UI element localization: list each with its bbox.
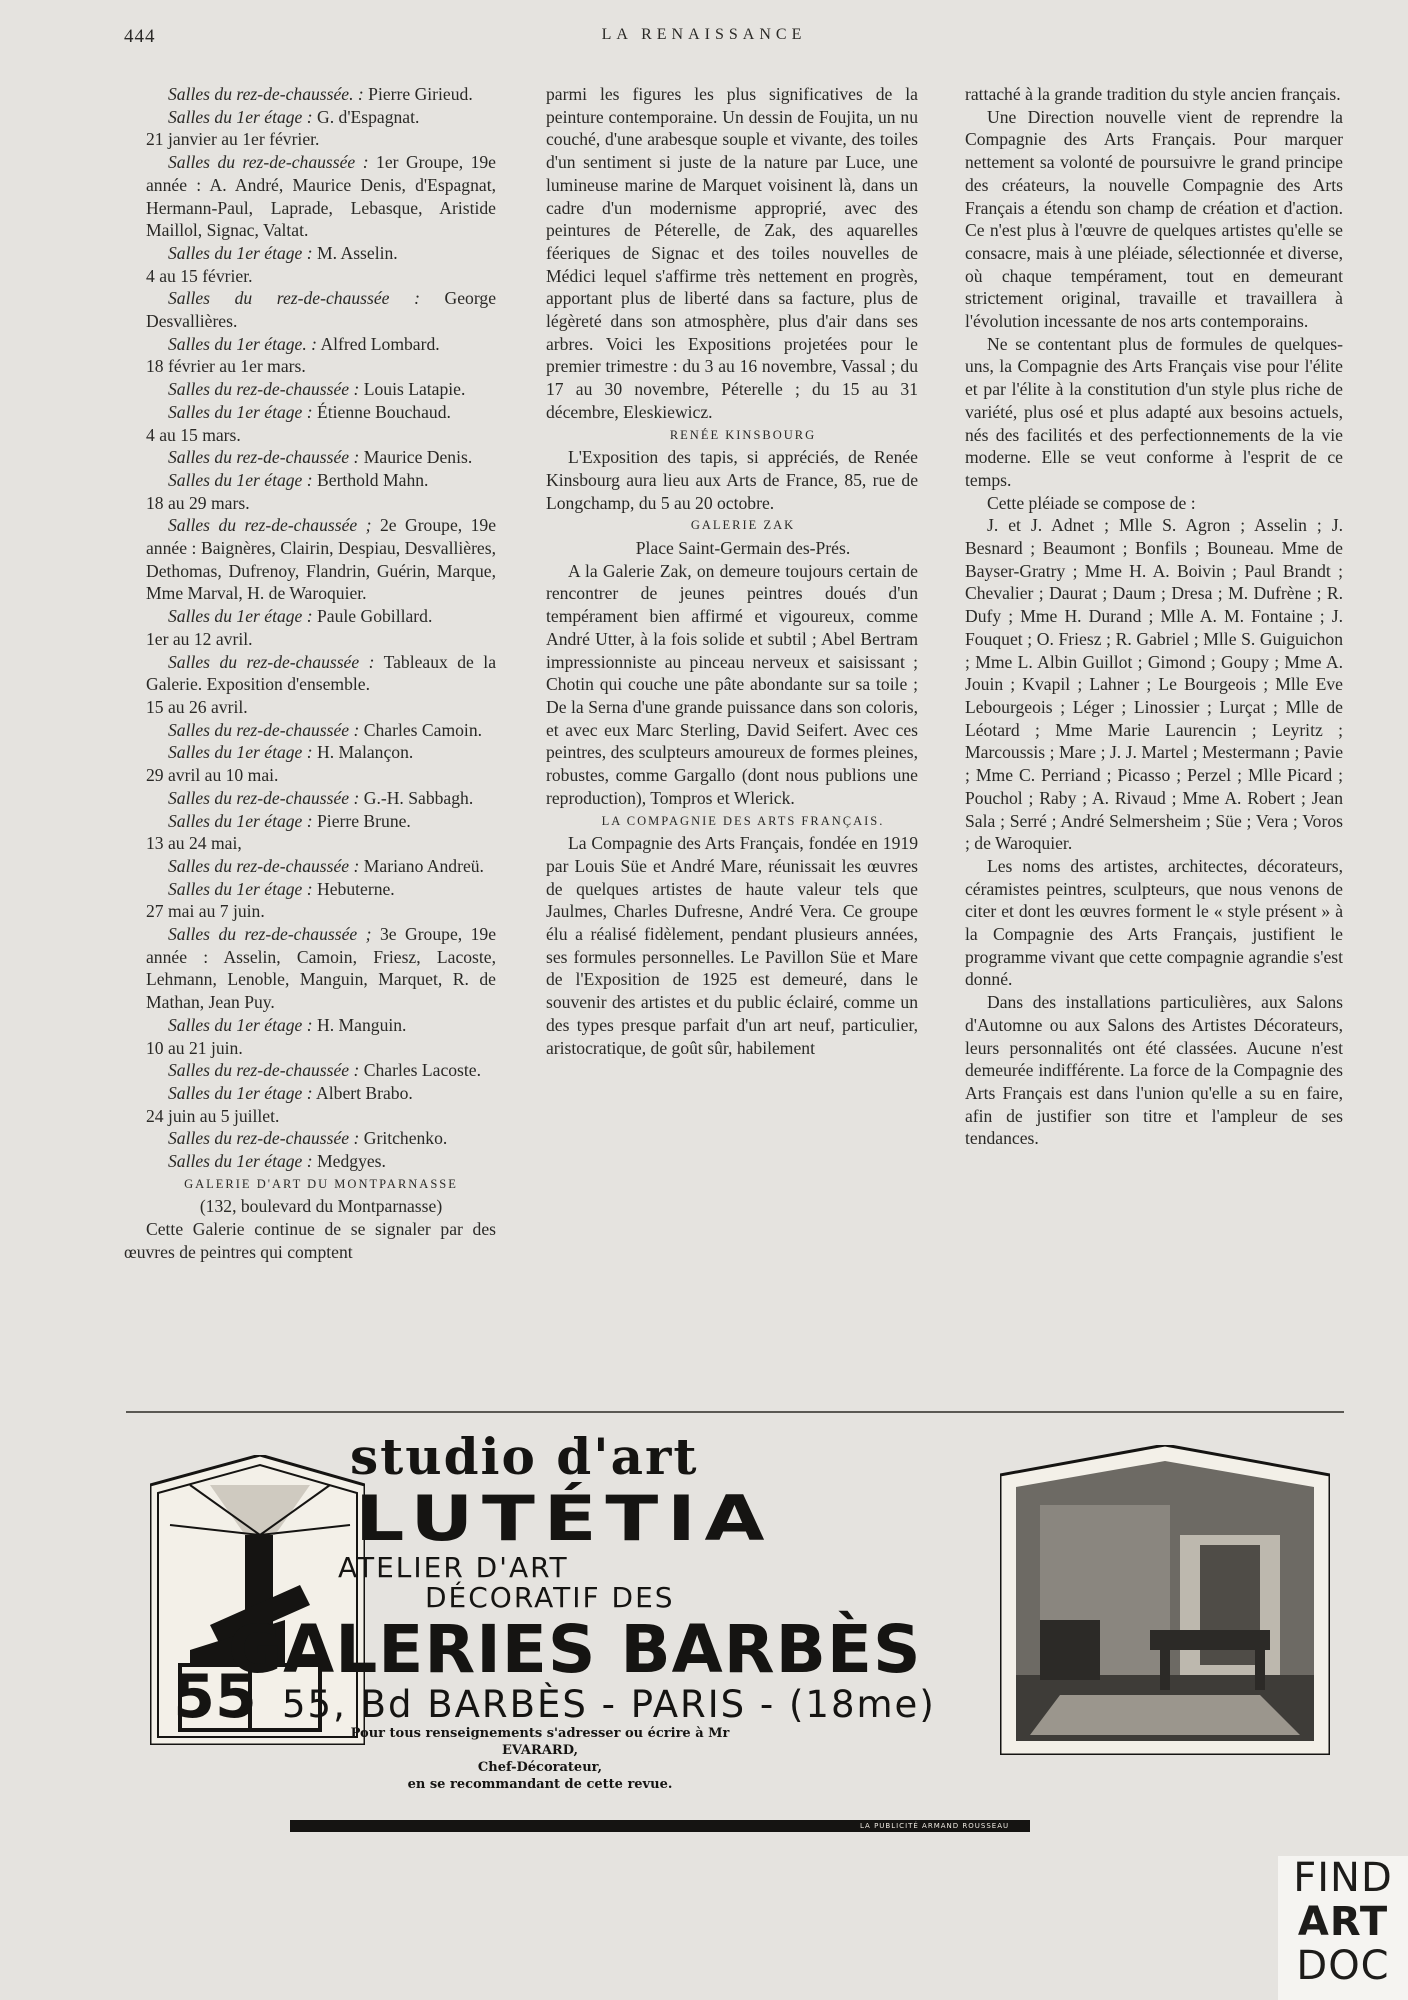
paragraph: Les noms des artistes, architectes, décorateurs, céramistes peintres, sculpteurs, que nous venons de citer et dont les œuvres forment le « style présent » à la Compagnie des Arts Français, justifient le programme vivant que cette compagnie agrandie s'est donné.: [965, 855, 1343, 990]
schedule-entry: [124, 1150, 496, 1173]
schedule-entry: [124, 1127, 496, 1150]
entry-artist: H. Manguin.: [312, 1014, 407, 1035]
entry-location: Salles du 1er étage :: [168, 1082, 313, 1103]
ad-lutetia-line: LUTÉTIA: [355, 1482, 774, 1555]
entry-location: Salles du rez-de-chaussée :: [168, 787, 360, 808]
entry-artist: Mariano Andreü.: [359, 855, 484, 876]
entry-artist: Charles Camoin.: [359, 719, 483, 740]
entry-artist: Gritchenko.: [359, 1128, 448, 1149]
entry-location: Salles du rez-de-chaussée ;: [168, 924, 372, 945]
advertisement-top-rule: [126, 1411, 1344, 1413]
page-number: 444: [124, 26, 156, 47]
entry-artist: Pierre Girieud.: [363, 84, 473, 104]
paragraph: rattaché à la grande tradition du style ancien français.: [965, 84, 1341, 104]
entry-artist: 3e Groupe, 19e année : Asselin, Camoin, Friesz, Lacoste, Lehmann, Lenoble, Manguin, Marquet, R. de Mathan, Jean Puy.: [146, 924, 496, 1013]
schedule-entry: [124, 287, 496, 332]
entry-artist: Paule Gobillard.: [312, 606, 433, 627]
paragraph: A la Galerie Zak, on demeure toujours certain de rencontrer de jeunes peintres doués d'un tempérament bien affirmé et vigoureux, comme André Utter, à la fois solide et subtil ; Abel Bertram impressionniste au pinceau nerveux et saisissant ; Chotin qui couche une pâte abondante sur sa toile ; De la Serna d'une grande puissance dans son coloris, et avec eux Marc Sterling, David Seifert. Avec ces peintres, des sculpteurs amoureux de formes pleines, robustes, comme Gargallo (dont nous publions une reproduction), Tompros et Wlerick.: [546, 560, 918, 808]
schedule-date: 27 mai au 7 juin.: [146, 901, 265, 922]
schedule-entry: [124, 401, 496, 424]
entry-artist: G. d'Espagnat.: [312, 106, 420, 127]
findartdoc-logo: [1278, 1856, 1408, 2000]
schedule-date: 21 janvier au 1er février.: [146, 129, 320, 150]
column-1: [124, 83, 496, 1388]
schedule-entry: [124, 469, 496, 492]
ad-contact-line-1: Pour tous renseignements s'adresser ou écrire à Mr EVARARD,: [350, 1726, 730, 1758]
schedule-date: 4 au 15 mars.: [146, 424, 241, 445]
logo-line-3: DOC: [1296, 1943, 1390, 1989]
ad-base-bar: [290, 1820, 1030, 1832]
schedule-date: 18 au 29 mars.: [146, 492, 250, 513]
schedule-entry: [124, 855, 496, 878]
schedule-entry: [124, 446, 496, 469]
section-heading: GALERIE ZAK: [690, 518, 796, 533]
entry-artist: Pierre Brune.: [312, 810, 411, 831]
schedule-date: 29 avril au 10 mai.: [146, 765, 279, 786]
schedule-entry: [124, 242, 496, 265]
entry-artist: Medgyes.: [312, 1151, 386, 1172]
schedule-entry: [124, 651, 496, 696]
entry-location: Salles du rez-de-chaussée :: [168, 1060, 360, 1081]
entry-location: Salles du 1er étage :: [168, 242, 313, 263]
logo-line-1: FIND: [1293, 1855, 1393, 1901]
running-title: LA RENAISSANCE: [601, 26, 807, 43]
paragraph: J. et J. Adnet ; Mlle S. Agron ; Asselin ; J. Besnard ; Beaumont ; Bonfils ; Bouneau. Mme de Bayser-Gratry ; Mme H. A. Boivin ; Paul Brandt ; Chevalier ; Daurat ; Daum ; Dresa ; M. Dufrène ; R. Dufy ; Mme H. Durand ; Mlle A. M. Fontaine ; J. Fouquet ; O. Friesz ; R. Gabriel ; Mlle S. Guiguichon ; Mme L. Albin Guillot ; Gimond ; Goupy ; Mme A. Jouin ; Kvapil ; Lahner ; Le Bourgeois ; Mlle Eve Lebourgeois ; Léger ; Linossier ; Lurçat ; Mlle de Léotard ; Mme Marie Laurencin ; Leyritz ; Marcoussis ; Mare ; J. J. Martel ; Mestermann ; Pavie ; Mme C. Perriand ; Picasso ; Perzel ; Mlle Picard ; Pouchol ; Raby ; A. Rivaud ; Mme A. Robert ; Jean Sala ; Serré ; André Selmersheim ; Süe ; Vera ; Voros ; de Waroquier.: [965, 515, 1343, 854]
ad-contact-line-2: Chef-Décorateur,: [477, 1760, 603, 1775]
entry-artist: Louis Latapie.: [359, 379, 466, 400]
section-heading: RENÉE KINSBOURG: [669, 427, 817, 442]
schedule-date: 15 au 26 avril.: [146, 696, 248, 717]
ad-address-line: 55, Bd BARBÈS - PARIS - (18me): [282, 1683, 936, 1726]
entry-artist: H. Malançon.: [312, 742, 414, 763]
entry-artist: 1er Groupe, 19e année : A. André, Maurice Denis, d'Espagnat, Hermann-Paul, Laprade, Lebasque, Aristide Maillol, Signac, Valtat.: [146, 152, 496, 241]
entry-location: Salles du 1er étage :: [168, 106, 313, 127]
entry-location: Salles du 1er étage :: [168, 469, 313, 490]
entry-location: Salles du rez-de-chaussée :: [168, 447, 360, 468]
paragraph: Ne se contentant plus de formules de quelques-uns, la Compagnie des Arts Français vise pour l'élite et par l'élite à la constitution d'un style plus riche de variété, plus osé et plus adapté aux besoins actuels, nés des facilités et des perfectionnements de la vie moderne. Elle se veut conforme à l'esprit de ce temps.: [965, 333, 1343, 490]
entry-location: Salles du rez-de-chaussée :: [168, 855, 360, 876]
entry-artist: G.-H. Sabbagh.: [359, 787, 474, 808]
page-header: [0, 0, 1408, 60]
schedule-entry: [124, 1059, 496, 1082]
schedule-entry: [124, 787, 496, 810]
entry-location: Salles du rez-de-chaussée :: [168, 288, 420, 309]
entry-location: Salles du rez-de-chaussée :: [168, 651, 375, 672]
paragraph: L'Exposition des tapis, si appréciés, de Renée Kinsbourg aura lieu aux Arts de France, 85, rue de Longchamp, du 5 au 20 octobre.: [546, 447, 918, 513]
section-heading: GALERIE D'ART DU MONTPARNASSE: [184, 1176, 458, 1191]
schedule-entry: [124, 514, 496, 605]
entry-location: Salles du rez-de-chaussée. :: [168, 84, 364, 104]
schedule-date: 24 juin au 5 juillet.: [146, 1105, 280, 1126]
schedule-entry: [124, 810, 496, 833]
schedule-date: 13 au 24 mai,: [146, 833, 242, 854]
section-subheading: Place Saint-Germain des-Prés.: [635, 538, 851, 559]
entry-artist: Berthold Mahn.: [312, 469, 429, 490]
schedule-entry: [124, 378, 496, 401]
article-columns: [124, 83, 1344, 1388]
entry-artist: Alfred Lombard.: [317, 333, 440, 354]
ad-galeries-line: GALERIES BARBÈS: [228, 1611, 922, 1688]
entry-location: Salles du 1er étage :: [168, 401, 313, 422]
schedule-entry: [124, 1082, 496, 1105]
entry-location: Salles du rez-de-chaussée :: [168, 152, 369, 173]
schedule-date: 18 février au 1er mars.: [146, 356, 306, 377]
paragraph: La Compagnie des Arts Français, fondée en 1919 par Louis Süe et André Mare, réunissait les œuvres de quelques artistes de haute valeur tels que Jaulmes, Charles Dufresne, André Vera. Ce groupe élu a réalisé fidèlement, pendant plusieurs années, ses formules personnelles. Le Pavillon Süe et Mare de l'Exposition de 1925 est demeuré, dans le souvenir des artistes et du public éclairé, comme un des types presque parfait d'un art neuf, particulier, aristocratique, de goût sûr, habilement: [546, 833, 918, 1058]
entry-artist: Hebuterne.: [312, 878, 395, 899]
entry-artist: Charles Lacoste.: [359, 1060, 482, 1081]
logo-line-2: ART: [1297, 1899, 1389, 1945]
entry-location: Salles du rez-de-chaussée :: [168, 379, 360, 400]
schedule-entry: [124, 741, 496, 764]
schedule-date: 10 au 21 juin.: [146, 1037, 243, 1058]
ad-studio-line: studio d'art: [350, 1427, 699, 1486]
ad-contact-text: [330, 1725, 750, 1793]
column-3: [965, 83, 1343, 1388]
entry-location: Salles du 1er étage. :: [168, 333, 318, 354]
entry-location: Salles du 1er étage :: [168, 606, 313, 627]
schedule-entry: [124, 605, 496, 628]
entry-location: Salles du 1er étage :: [168, 810, 313, 831]
ad-atelier-line: ATELIER D'ART: [338, 1551, 569, 1584]
schedule-entry: [124, 923, 496, 1014]
paragraph: Cette pléiade se compose de :: [987, 492, 1196, 513]
badge-digit: 55: [173, 1662, 257, 1732]
interior-photo-icon: [1000, 1445, 1330, 1755]
entry-location: Salles du rez-de-chaussée :: [168, 1128, 360, 1149]
entry-artist: Maurice Denis.: [359, 447, 473, 468]
section-heading: LA COMPAGNIE DES ARTS FRANÇAIS.: [601, 813, 885, 828]
paragraph: Dans des installations particulières, aux Salons d'Automne ou aux Salons des Artistes Décorateurs, leurs personnalités ont été classées. Aucune n'est demeurée indifférente. La force de la Compagnie des Arts Français est dans l'union qu'elle a su en faire, afin de justifier son titre et l'ampleur de ses tendances.: [965, 992, 1343, 1149]
column-2: [546, 83, 918, 1388]
entry-location: Salles du rez-de-chaussée ;: [168, 515, 372, 536]
paragraph: Une Direction nouvelle vient de reprendre la Compagnie des Arts Français. Pour marquer nettement sa volonté de poursuivre le grand principe des créateurs, la nouvelle Compagnie des Arts Français a étendu son champ de création et d'action. Ce n'est plus à l'œuvre de quelques artistes qu'elle se consacre, mais à une pléiade, sélectionnée et diverse, où chaque tempérament, tout en demeurant strictement original, travaille et travaillera à l'évolution incessante de nos arts contemporains.: [965, 106, 1343, 332]
entry-location: Salles du rez-de-chaussée :: [168, 719, 360, 740]
paragraph: Cette Galerie continue de se signaler par des œuvres de peintres qui comptent: [124, 1219, 496, 1262]
entry-artist: M. Asselin.: [312, 242, 398, 263]
entry-artist: 2e Groupe, 19e année : Baignères, Clairin, Despiau, Desvallières, Dethomas, Dufrenoy, Flandrin, Guérin, Marque, Mme Marval, H. de Waroquier.: [146, 515, 496, 604]
entry-location: Salles du 1er étage :: [168, 1014, 313, 1035]
schedule-entry: [124, 719, 496, 742]
schedule-entry: [124, 106, 496, 129]
entry-location: Salles du 1er étage :: [168, 1151, 313, 1172]
entry-location: Salles du 1er étage :: [168, 742, 313, 763]
advertisement: [140, 1425, 1330, 1792]
schedule-entry: [124, 878, 496, 901]
schedule-entry: [124, 333, 496, 356]
ad-decoratif-line: DÉCORATIF DES: [425, 1581, 675, 1614]
entry-artist: George Desvallières.: [146, 288, 496, 332]
entry-artist: Albert Brabo.: [312, 1082, 413, 1103]
schedule-entry: [124, 1014, 496, 1037]
section-subheading: (132, boulevard du Montparnasse): [199, 1196, 443, 1217]
paragraph: parmi les figures les plus significatives de la peinture contemporaine. Un dessin de Foujita, un nu couché, d'une arabesque souple et vivante, des toiles d'un sentiment si juste de la nature par Luce, une lumineuse marine de Marquet voisinent là, dans un cadre d'un modernisme approprié, avec des peintures de Péterelle, de Zak, des aquarelles féeriques de Signac et des toiles nouvelles de Médici lequel s'affirme très nettement en progrès, apportant plus de liberté dans sa facture, plus de légèreté dans son atmosphère, plus d'air dans ses arbres. Voici les Expositions projetées pour le premier trimestre : du 3 au 16 novembre, Vassal ; du 17 au 30 novembre, Péterelle ; du 15 au 31 décembre, Eleskiewicz.: [546, 84, 918, 422]
entry-location: Salles du 1er étage :: [168, 878, 313, 899]
entry-artist: Étienne Bouchaud.: [312, 401, 451, 422]
ad-credit: LA PUBLICITÉ ARMAND ROUSSEAU: [860, 1822, 1010, 1830]
schedule-entry: [124, 151, 496, 242]
schedule-date: 4 au 15 février.: [146, 265, 253, 286]
entry-artist: Tableaux de la Galerie. Exposition d'ensemble.: [146, 651, 496, 695]
schedule-entry: [124, 83, 496, 106]
ad-contact-line-3: en se recommandant de cette revue.: [407, 1777, 673, 1792]
schedule-date: 1er au 12 avril.: [146, 628, 253, 649]
